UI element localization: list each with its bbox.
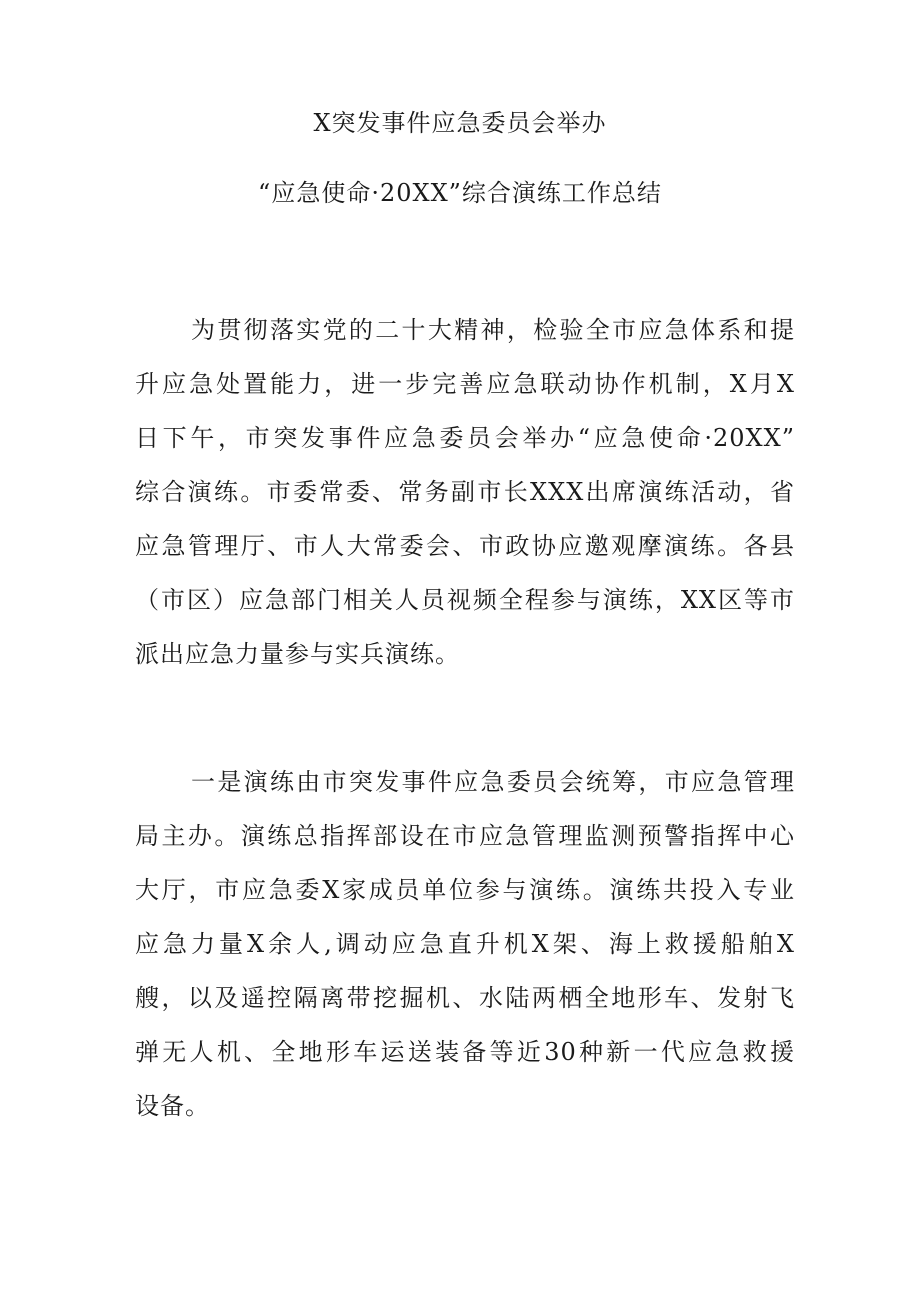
paragraph-line: 大厅，市应急委X家成员单位参与演练。演练共投入专业 xyxy=(135,876,795,904)
paragraph-line: 日下午，市突发事件应急委员会举办“应急使命·20XX” xyxy=(135,424,795,452)
title-line-2: “应急使命·20XX”综合演练工作总结 xyxy=(258,179,662,207)
paragraph-line: （市区）应急部门相关人员视频全程参与演练，XX区等市 xyxy=(135,586,795,614)
paragraph-line: 为贯彻落实党的二十大精神，检验全市应急体系和提 xyxy=(191,316,795,344)
paragraph-line: 局主办。演练总指挥部设在市应急管理监测预警指挥中心 xyxy=(135,822,795,850)
paragraph-line: 一是演练由市突发事件应急委员会统筹，市应急管理 xyxy=(191,768,795,796)
paragraph-2 xyxy=(135,755,795,1133)
paragraph-1 xyxy=(135,303,795,681)
paragraph-line: 应急管理厅、市人大常委会、市政协应邀观摩演练。各县 xyxy=(135,532,795,560)
title-line-1: X突发事件应急委员会举办 xyxy=(313,109,607,137)
document-title xyxy=(0,108,920,208)
paragraph-line: 设备。 xyxy=(135,1092,210,1120)
paragraph-line: 升应急处置能力，进一步完善应急联动协作机制，X月X xyxy=(135,370,795,398)
paragraph-line: 弹无人机、全地形车运送装备等近30种新一代应急救援 xyxy=(135,1038,795,1066)
paragraph-line: 应急力量X余人,调动应急直升机X架、海上救援船舶X xyxy=(135,930,795,958)
paragraph-line: 派出应急力量参与实兵演练。 xyxy=(135,640,460,668)
paragraph-line: 综合演练。市委常委、常务副市长XXX出席演练活动，省 xyxy=(135,478,795,506)
paragraph-line: 艘，以及遥控隔离带挖掘机、水陆两栖全地形车、发射飞 xyxy=(135,984,795,1012)
